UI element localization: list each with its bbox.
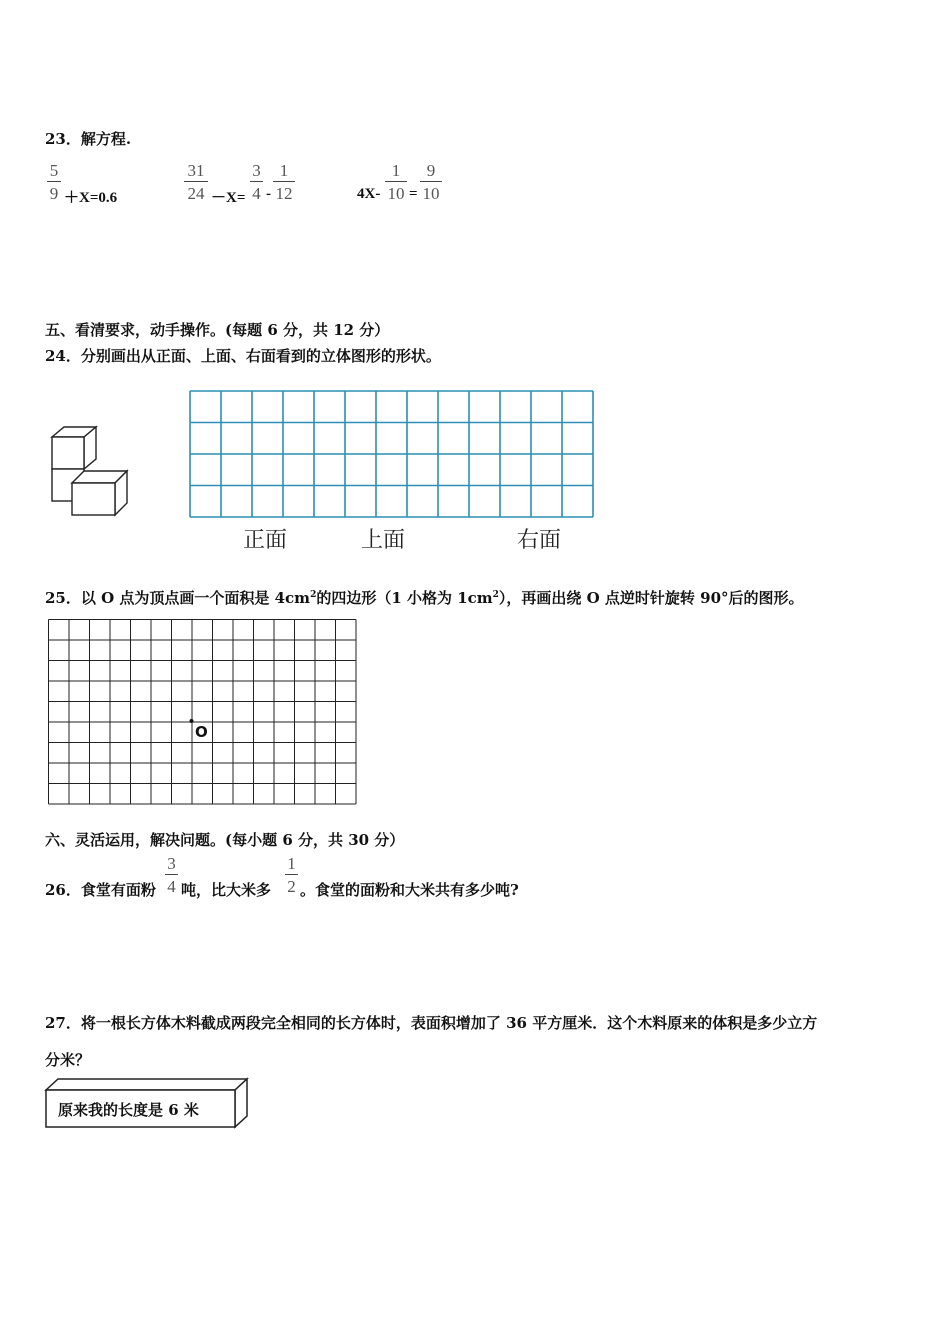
- eq2-denominator-3: 12: [275, 184, 293, 203]
- eq1-denominator: 9: [49, 184, 59, 203]
- q27-line2: 分米？: [45, 1051, 91, 1069]
- q26-prefix: 26．食堂有面粉: [45, 881, 156, 899]
- q26-suffix: 。食堂的面粉和大米共有多少吨?: [300, 881, 519, 899]
- eq3-fraction-2: [420, 162, 442, 202]
- q26-fraction-1: [165, 855, 178, 895]
- q25-title: [45, 587, 804, 608]
- eq2-denominator-2: 4: [252, 184, 261, 203]
- q25-superscript-1: 2: [310, 590, 317, 600]
- eq1-numerator: 5: [47, 162, 61, 182]
- q26-numerator-1: 3: [165, 855, 178, 875]
- q23-title: 23．解方程.: [45, 130, 132, 148]
- eq3-denominator-2: 10: [422, 184, 440, 203]
- eq3-denominator-1: 10: [387, 184, 405, 203]
- eq2-numerator-2: 3: [250, 162, 263, 182]
- eq3-fraction-1: [385, 162, 407, 202]
- view-label-front: 正面: [243, 528, 288, 553]
- q24-title: 24．分别画出从正面、上面、右面看到的立体图形的形状。: [45, 347, 441, 365]
- eq1-rest: ＋X=0.6: [64, 190, 118, 206]
- q26-numerator-2: 1: [285, 855, 298, 875]
- q26-fraction-2: [285, 855, 298, 895]
- eq1-fraction: [47, 162, 61, 202]
- right-cube-front-face: [72, 483, 115, 515]
- view-label-top: 上面: [361, 528, 406, 553]
- eq2-numerator-3: 1: [273, 162, 295, 182]
- eq3-equals: =: [409, 186, 418, 202]
- section5-heading: 五、看清要求，动手操作。(每题 6 分，共 12 分）: [45, 321, 390, 339]
- wood-block-label: 原来我的长度是 6 米: [58, 1101, 199, 1119]
- cube-stack-figure: [45, 425, 135, 520]
- q26-denominator-2: 2: [287, 877, 296, 896]
- block-top-face: [46, 1079, 247, 1090]
- eq3-numerator-2: 9: [420, 162, 442, 182]
- eq3-pre: 4X-: [357, 186, 381, 202]
- eq2-fraction-1: [184, 162, 208, 202]
- eq3-numerator-1: 1: [385, 162, 407, 182]
- eq2-fraction-2: [250, 162, 263, 202]
- eq2-mid: －X=: [211, 190, 246, 206]
- eq2-numerator-1: 31: [184, 162, 208, 182]
- rotation-grid[interactable]: [47, 618, 359, 806]
- eq2-fraction-3: [273, 162, 295, 202]
- eq2-denominator-1: 24: [187, 184, 205, 203]
- q26-middle: 吨，比大米多: [181, 881, 272, 899]
- q25-title-part3: ），再画出绕 O 点逆时针旋转 90°后的图形。: [498, 589, 804, 607]
- q26-denominator-1: 4: [167, 877, 176, 896]
- q27-line1: 27．将一根长方体木料截成两段完全相同的长方体时，表面积增加了 36 平方厘米．这个木料原来的体积是多少立方: [45, 1014, 818, 1032]
- q25-title-part2: 的四边形（1 小格为 1cm: [316, 589, 493, 607]
- section6-heading: 六、灵活运用，解决问题。(每小题 6 分，共 30 分）: [45, 831, 405, 849]
- q25-superscript-2: 2: [492, 590, 499, 600]
- eq2-minus: -: [266, 186, 271, 202]
- point-o-marker: [190, 719, 194, 723]
- q25-title-part1: 25．以 O 点为顶点画一个面积是 4cm: [45, 589, 311, 607]
- view-drawing-grid[interactable]: [188, 389, 594, 519]
- view-label-right: 右面: [517, 528, 562, 553]
- top-cube-front-face: [52, 437, 84, 469]
- point-o-label: O: [195, 723, 208, 741]
